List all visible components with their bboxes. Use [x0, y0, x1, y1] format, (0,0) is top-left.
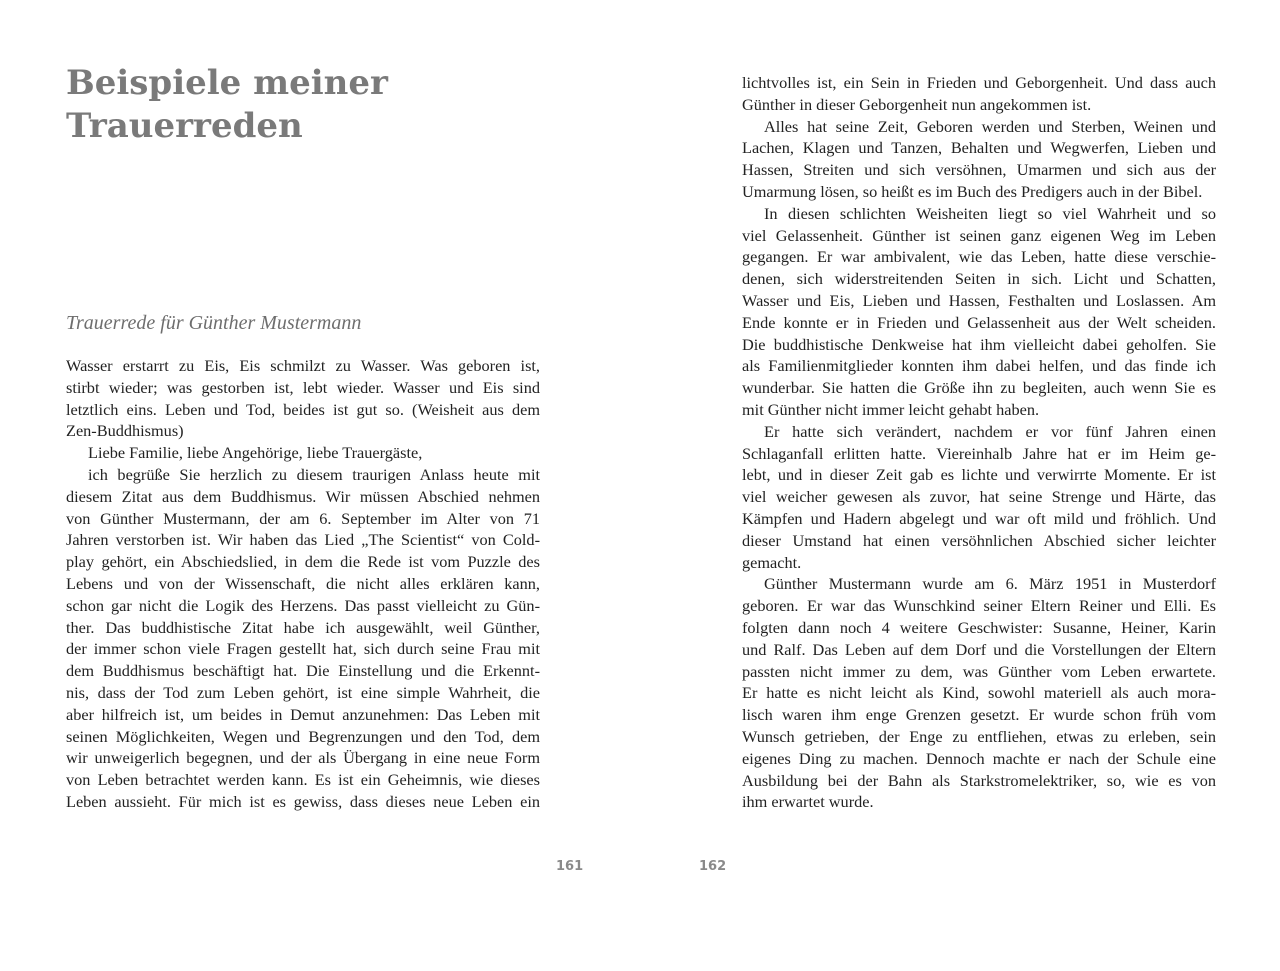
text-line: dieser Umstand hat einen versöhnlichen Abschied sicher leichter: [742, 530, 1216, 550]
text-line: viel weicher gewesen als zuvor, hat seine Strenge und Härte, das: [742, 487, 1216, 507]
text-line: Er hatte es nicht leicht als Kind, sowohl materiell als auch mora-: [742, 683, 1216, 703]
text-line: mit Günther nicht immer leicht gehabt haben.: [742, 399, 1040, 419]
text-line: Wunsch getrieben, der Enge zu entfliehen, etwas zu erleben, sein: [742, 726, 1216, 746]
text-line: gemacht.: [742, 552, 802, 572]
text-line: Wasser erstarrt zu Eis, Eis schmilzt zu Wasser. Was geboren ist,: [66, 356, 540, 375]
section-title: Trauerrede für Günther Mustermann: [66, 312, 362, 334]
text-line: Jahren verstorben ist. Wir haben das Lied „The Scientist“ von Cold-: [66, 530, 540, 550]
text-line: Alles hat seine Zeit, Geboren werden und Sterben, Weinen und: [764, 116, 1216, 136]
text-line: passten nicht immer zu dem, was Günther vom Leben erwartete.: [742, 661, 1216, 681]
text-line: Die buddhistische Denkweise hat ihm vielleicht dabei geholfen. Sie: [742, 334, 1216, 354]
text-line: ihm erwartet wurde.: [742, 792, 874, 812]
text-line: Leben aussieht. Für mich ist es gewiss, dass dieses neue Leben ein: [66, 791, 540, 811]
right-body-text: [742, 72, 1216, 813]
text-line: folgten dann noch 4 weitere Geschwister: Susanne, Heiner, Karin: [742, 617, 1216, 637]
text-line: eigenes Ding zu machen. Dennoch machte er nach der Schule eine: [742, 748, 1216, 768]
text-line: ther. Das buddhistische Zitat habe ich ausgewählt, weil Günther,: [66, 617, 540, 637]
text-line: Lachen, Klagen und Tanzen, Behalten und Wegwerfen, Lieben und: [742, 138, 1216, 158]
text-line: stirbt wieder; was gestorben ist, lebt wieder. Wasser und Eis sind: [66, 377, 540, 397]
text-line: Hassen, Streiten und sich versöhnen, Umarmen und sich aus der: [742, 160, 1216, 180]
page-number-left: 161: [556, 859, 584, 874]
text-line: Wasser und Eis, Lieben und Hassen, Festhalten und Loslassen. Am: [742, 290, 1216, 310]
text-line: gegangen. Er war ambivalent, wie das Leben, hatte diese verschie-: [742, 247, 1216, 267]
text-line: Zen-Buddhismus): [66, 421, 184, 441]
text-line: nis, dass der Tod zum Leben gehört, ist eine simple Wahrheit, die: [66, 682, 540, 702]
text-line: diesem Zitat aus dem Buddhismus. Wir müssen Abschied nehmen: [66, 486, 540, 506]
text-line: ich begrüße Sie herzlich zu diesem traurigen Anlass heute mit: [88, 464, 540, 484]
text-line: von Leben betrachtet werden kann. Es ist ein Geheimnis, wie dieses: [66, 770, 540, 790]
text-line: aber hilfreich ist, um beides in Demut anzunehmen: Das Leben mit: [66, 704, 540, 724]
text-line: Liebe Familie, liebe Angehörige, liebe Trauergäste,: [88, 443, 423, 463]
text-line: Günther in dieser Geborgenheit nun angekommen ist.: [742, 94, 1092, 114]
text-line: letztlich eins. Leben und Tod, beides ist gut so. (Weisheit aus dem: [66, 399, 540, 419]
text-line: geboren. Er war das Wunschkind seiner Eltern Reiner und Elli. Es: [742, 596, 1216, 616]
chapter-title-line: Beispiele meiner: [66, 63, 388, 103]
text-line: wir unweigerlich begegnen, und der als Übergang in eine neue Form: [66, 748, 540, 768]
chapter-title-line: Trauerreden: [66, 106, 303, 146]
text-line: und Ralf. Das Leben auf dem Dorf und die Vorstellungen der Eltern: [742, 639, 1216, 659]
text-line: play gehört, ein Abschiedslied, in dem die Rede ist vom Puzzle des: [66, 552, 540, 572]
text-line: Er hatte sich verändert, nachdem er vor fünf Jahren einen: [764, 421, 1216, 441]
text-line: lebt, und in dieser Zeit gab es lichte und verwirrte Momente. Er ist: [742, 465, 1216, 485]
text-line: Schlaganfall erlitten hatte. Viereinhalb Jahre hat er im Heim ge-: [742, 443, 1216, 463]
text-line: wunderbar. Sie hatten die Größe ihn zu begleiten, auch wenn Sie es: [742, 378, 1216, 398]
text-line: von Günther Mustermann, der am 6. September im Alter von 71: [66, 508, 540, 528]
text-line: schon gar nicht die Logik des Herzens. Das passt vielleicht zu Gün-: [66, 595, 540, 615]
page-number-right: 162: [699, 859, 727, 874]
text-line: Ende konnte er in Frieden und Gelassenheit aus der Welt scheiden.: [742, 312, 1216, 332]
text-line: dem Buddhismus beschäftigt hat. Die Einstellung und die Erkennt-: [66, 661, 540, 681]
text-line: In diesen schlichten Weisheiten liegt so viel Wahrheit und so: [764, 203, 1216, 223]
text-line: Lebens und von der Wissenschaft, die nicht alles erklären kann,: [66, 573, 540, 593]
text-line: lichtvolles ist, ein Sein in Frieden und Geborgenheit. Und dass auch: [742, 73, 1216, 92]
text-line: viel Gelassenheit. Günther ist seinen ganz eigenen Weg im Leben: [742, 225, 1216, 245]
chapter-title: [66, 62, 546, 148]
text-line: als Familienmitglieder konnten ihm dabei helfen, und das finde ich: [742, 356, 1216, 376]
text-line: Ausbildung bei der Bahn als Starkstromelektriker, so, wie es von: [742, 770, 1216, 790]
text-line: denen, sich widerstreitenden Seiten in sich. Licht und Schatten,: [742, 269, 1216, 289]
text-line: seinen Möglichkeiten, Wegen und Begrenzungen und den Tod, dem: [66, 726, 540, 746]
right-page: [640, 0, 1280, 971]
text-line: Günther Mustermann wurde am 6. März 1951 in Musterdorf: [764, 574, 1216, 594]
text-line: lisch waren ihm enge Grenzen gesetzt. Er wurde schon früh vom: [742, 705, 1216, 725]
text-line: Kämpfen und Hadern abgelegt und war oft mild und fröhlich. Und: [742, 508, 1216, 528]
text-line: der immer schon viele Fragen gestellt hat, sich durch seine Frau mit: [66, 639, 540, 659]
text-line: Umarmung lösen, so heißt es im Buch des Predigers auch in der Bibel.: [742, 181, 1203, 201]
left-body-text: [66, 355, 540, 813]
